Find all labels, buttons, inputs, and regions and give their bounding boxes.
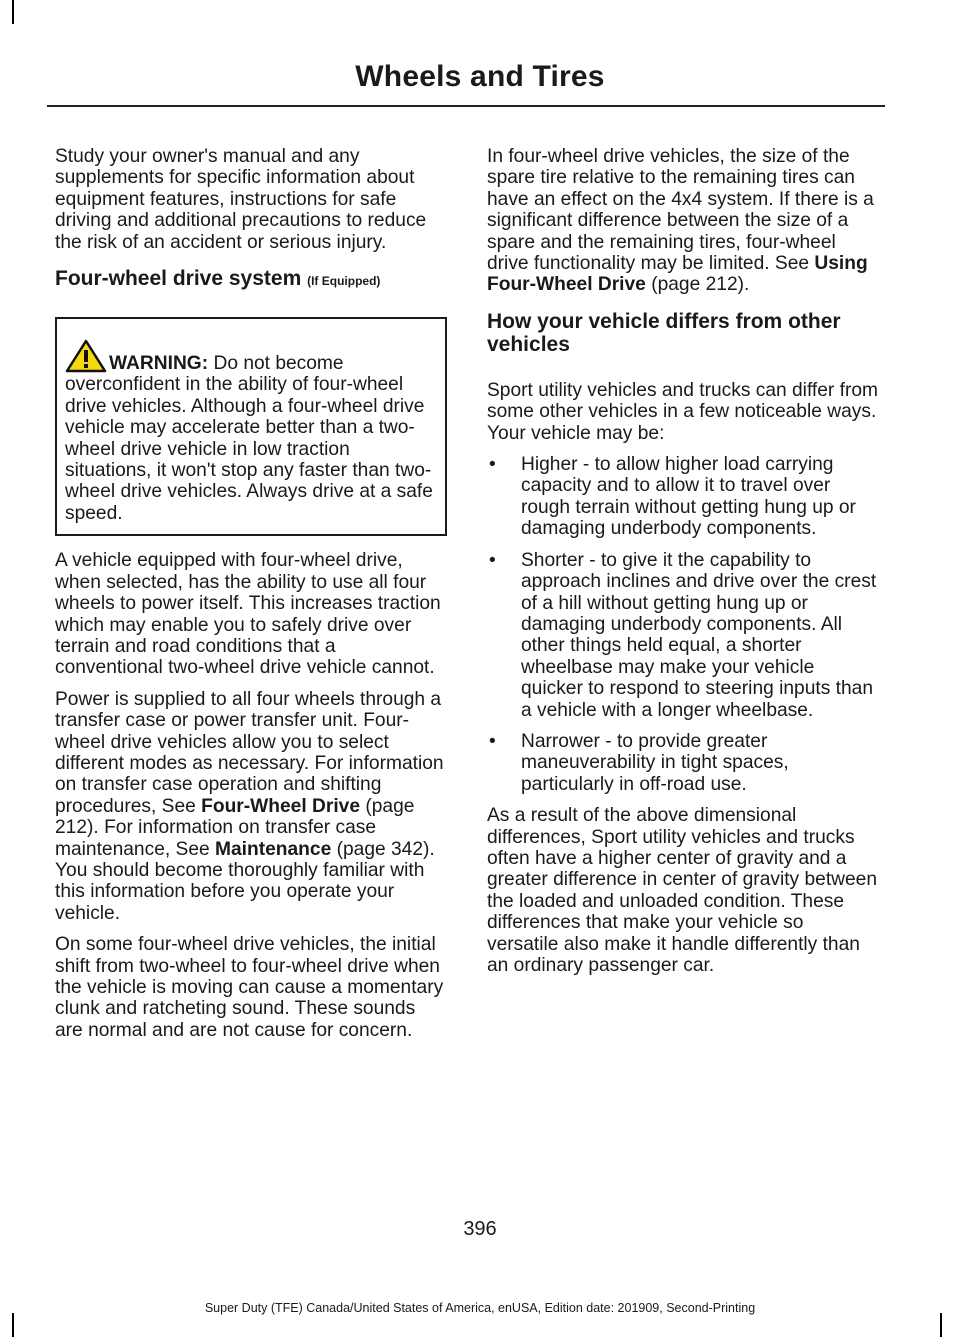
- left-column: [55, 146, 447, 1051]
- paragraph-sport-utility: Sport utility vehicles and trucks can differ from some other vehicles in a few noticeable ways. Your vehicle may be:: [487, 379, 879, 444]
- bullet: •: [489, 454, 496, 476]
- warning-text: Do not become overconfident in the ability of four-wheel drive vehicles. Although a four-wheel drive vehicle may accelerate better than a two-wheel drive vehicle in low traction situations, it won't stop any faster than two-wheel drive vehicles. Always drive at a safe speed.: [65, 353, 433, 524]
- list-item-text: Shorter - to give it the capability to approach inclines and drive over the crest of a hill without getting hung up or damaging underbody components. All other things held equal, a shorter wheelbase may make your vehicle quicker to respond to steering inputs than a vehicle with a longer wheelbase.: [521, 549, 877, 721]
- differences-list: [487, 454, 879, 795]
- text-segment: (page 212). For information on transfer case maintenance, See: [55, 795, 415, 860]
- list-item: [487, 731, 879, 795]
- heading-text: Four-wheel drive system: [55, 267, 302, 291]
- paragraph-four-wheel-drive: A vehicle equipped with four-wheel drive, when selected, has the ability to use all four wheels to power itself. This increases traction which may enable you to safely drive over terrain and road conditions that a conventional two-wheel drive vehicle cannot.: [55, 550, 441, 679]
- bullet: •: [489, 549, 496, 571]
- paragraph-shift-sounds: On some four-wheel drive vehicles, the initial shift from two-wheel to four-wheel drive when the vehicle is moving can cause a momentary clunk and ratcheting sound. These sounds are normal and are not cause for concern.: [55, 934, 444, 1041]
- link-maintenance[interactable]: Maintenance: [215, 838, 332, 860]
- link-four-wheel-drive[interactable]: Four-Wheel Drive: [201, 795, 360, 817]
- page-number: 396: [463, 1218, 497, 1240]
- warning-label: WARNING:: [109, 353, 209, 375]
- right-column: [487, 146, 879, 986]
- footer-text: Super Duty (TFE) Canada/United States of America, enUSA, Edition date: 201909, Second-Printing: [204, 1301, 756, 1315]
- list-item: [487, 454, 879, 540]
- warning-triangle-icon: [65, 339, 107, 373]
- list-item: [487, 550, 879, 721]
- list-item-text: Narrower - to provide greater maneuverability in tight spaces, particularly in off-road use.: [521, 730, 789, 795]
- bullet: •: [489, 730, 496, 752]
- link-using-four-wheel-drive[interactable]: Using Four-Wheel Drive: [487, 253, 868, 296]
- crop-mark: [12, 1313, 14, 1337]
- text-segment: Power is supplied to all four wheels through a transfer case or power transfer unit. Four-wheel drive vehicles allow you to select different modes as necessary. For information on transfer case operation and shifting procedures, See: [55, 688, 444, 817]
- section-heading-vehicle-differs: How your vehicle differs from other vehicles: [487, 309, 841, 356]
- paragraph-center-of-gravity: As a result of the above dimensional differences, Sport utility vehicles and trucks often have a higher center of gravity and a greater difference in center of gravity between the loaded and unloaded condition. These differences that make your vehicle so versatile also make it handle differently than an ordinary passenger car.: [487, 805, 878, 976]
- page-title: Wheels and Tires: [355, 60, 605, 93]
- heading-note: (If Equipped): [307, 274, 381, 289]
- text-segment: (page 212).: [645, 274, 750, 296]
- crop-mark: [12, 0, 14, 24]
- crop-mark: [940, 1313, 942, 1337]
- warning-box: [55, 317, 447, 536]
- section-heading-four-wheel-drive: [55, 267, 447, 293]
- text-segment: In four-wheel drive vehicles, the size of the spare tire relative to the remaining tires can have an effect on the 4x4 system. If there is a significant difference between the size of a spare and the remaining tires, four-wheel drive functionality may be limited. See: [487, 146, 874, 275]
- paragraph-power-supply: [55, 689, 447, 924]
- list-item-text: Higher - to allow higher load carrying capacity and to allow it to travel over rough terrain without getting hung up or damaging underbody components.: [521, 454, 856, 540]
- text-segment: (page 342). You should become thoroughly familiar with this information before you operate your vehicle.: [55, 838, 435, 924]
- intro-paragraph: Study your owner's manual and any supplements for specific information about equipment features, instructions for safe driving and additional precautions to reduce the risk of an accident or serious injury.: [55, 146, 427, 253]
- header-divider: [47, 105, 885, 107]
- paragraph-spare-tire: [487, 146, 879, 296]
